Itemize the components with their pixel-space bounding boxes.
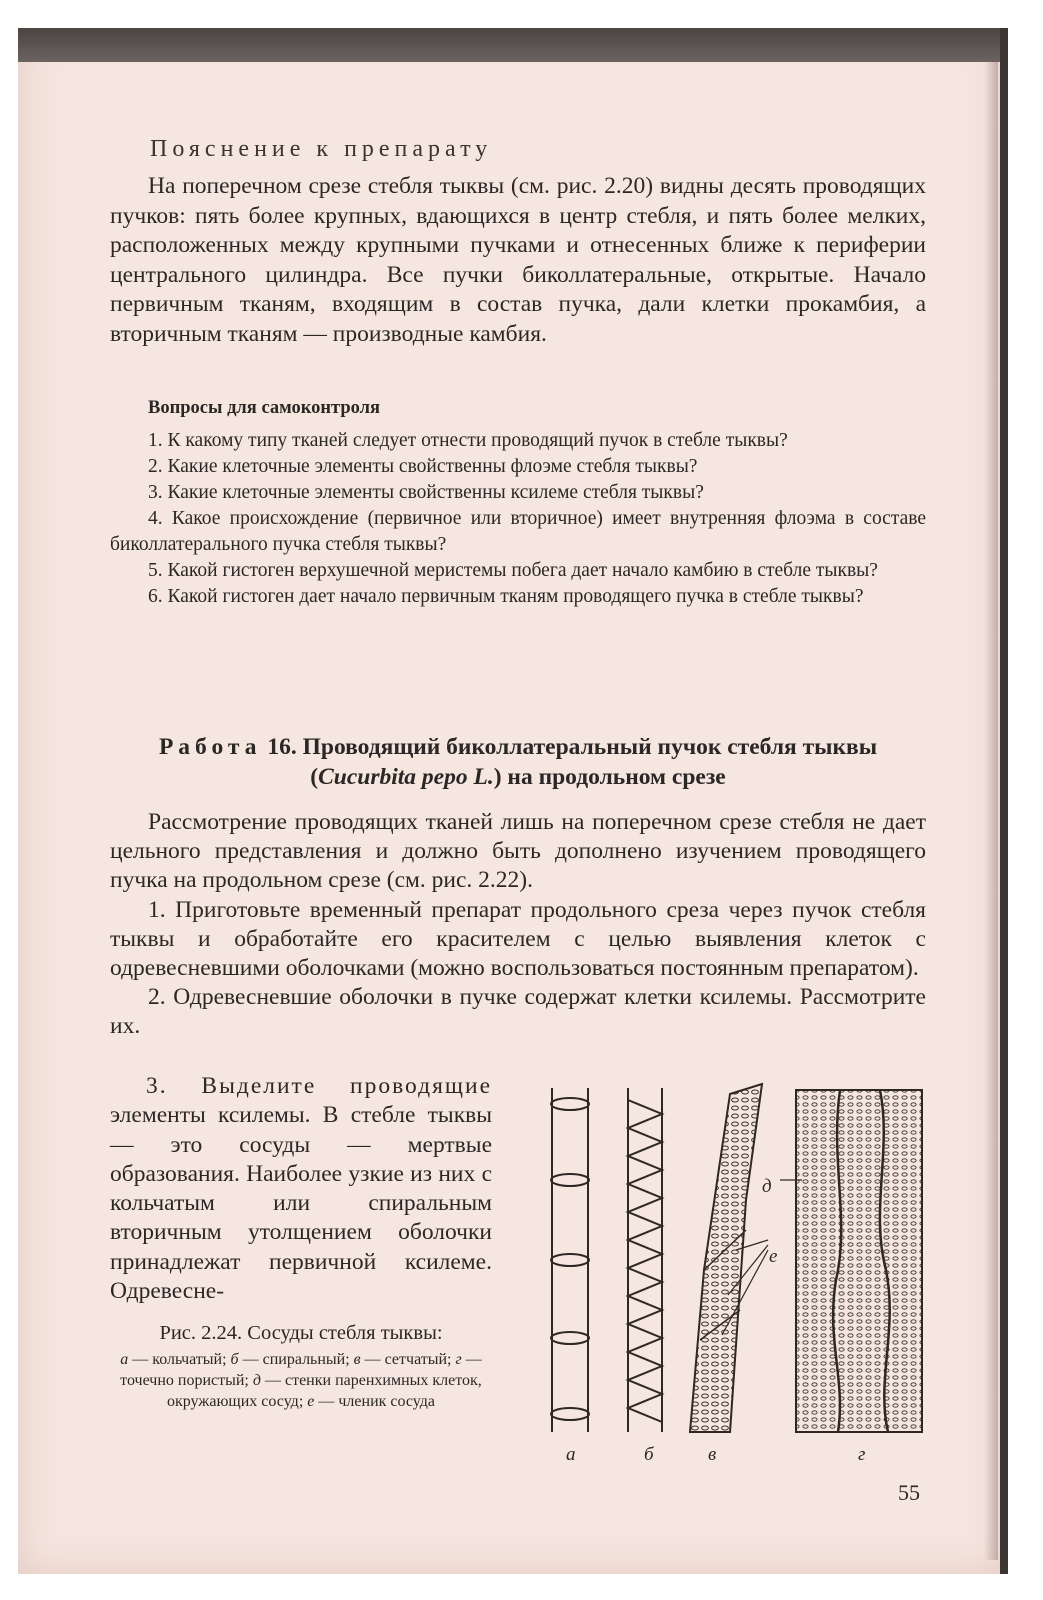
work-number-title: 16. Проводящий биколлатеральный пучок стебля тыквы xyxy=(267,734,878,760)
question-item: 1. К какому типу тканей следует отнести проводящий пучок в стебле тыквы? xyxy=(148,430,788,451)
label-e: е xyxy=(769,1246,778,1267)
label-v: в xyxy=(708,1444,717,1465)
step3-lead: 3. Выделите проводящие xyxy=(146,1073,492,1099)
spiral-vessel xyxy=(628,1088,662,1432)
label-b: б xyxy=(644,1444,654,1465)
caption-text: — стенки паренхимных клеток, окружающих сосуд; xyxy=(166,1372,482,1410)
reticulate-vessel xyxy=(690,1084,762,1432)
figure-caption xyxy=(112,1322,490,1412)
vessels-illustration xyxy=(540,1080,940,1440)
caption-letter: а xyxy=(120,1351,129,1368)
book-spine-edge xyxy=(1000,28,1008,1574)
work-title: Работа 16. Проводящий биколлатеральный пучок стебля тыквы (Cucurbita pepo L.) на продольном срезе xyxy=(158,734,878,790)
caption-text: — спиральный; xyxy=(238,1351,354,1368)
caption-text: — членик сосуда xyxy=(314,1393,436,1410)
work-intro: Рассмотрение проводящих тканей лишь на поперечном срезе стебля не дает цельного представления и должно быть дополнено изучением проводящего пучка на продольном срезе (см. рис. 2.22). xyxy=(110,809,926,894)
work-step-2: 2. Одревесневшие оболочки в пучке содержат клетки ксилемы. Рассмотрите их. xyxy=(110,984,926,1040)
caption-body xyxy=(112,1349,490,1412)
pitted-vessel xyxy=(796,1090,922,1432)
question-item: 3. Какие клеточные элементы свойственны ксилеме стебля тыквы? xyxy=(148,482,704,503)
caption-letter: в xyxy=(353,1351,361,1368)
annular-vessel xyxy=(551,1088,589,1432)
question-item: 4. Какое происхождение (первичное или вторичное) имеет внутренняя флоэма в составе биколлатерального пучка стебля тыквы? xyxy=(110,508,926,555)
explanation-paragraph: На поперечном срезе стебля тыквы (см. рис. 2.20) видны десять проводящих пучков: пять более крупных, вдающихся в центр стебля, и пять более мелких, расположенных между крупными пучками и отнесенных ближе к периферии центрального цилиндра. Все пучки биколлатеральные, открытые. Начало первичным тканям, входящим в состав пучка, дали клетки прокамбия, а вторичным тканям — производные камбия. xyxy=(110,173,926,347)
question-item: 6. Какой гистоген дает начало первичным тканям проводящего пучка в стебле тыквы? xyxy=(148,586,864,607)
latin-name: Cucurbita pepo L. xyxy=(318,764,494,790)
label-g: г xyxy=(858,1444,866,1465)
label-d: д xyxy=(762,1176,772,1197)
label-a: а xyxy=(566,1444,576,1465)
questions-heading: Вопросы для самоконтроля xyxy=(148,398,381,418)
caption-letter: г xyxy=(455,1351,462,1368)
caption-text: — кольчатый; xyxy=(128,1351,231,1368)
work-step-3 xyxy=(110,1072,492,1306)
caption-letter: б xyxy=(230,1351,239,1368)
caption-letter: д xyxy=(252,1372,261,1389)
work-step-1: 1. Приготовьте временный препарат продольного среза через пучок стебля тыквы и обработайте его красителем с целью выявления клеток с одревесневшими оболочками (можно воспользоваться постоянным препаратом). xyxy=(110,896,926,982)
question-item: 5. Какой гистоген верхушечной меристемы побега дает начало камбию в стебле тыквы? xyxy=(148,560,878,581)
caption-text: — точечно пористый; xyxy=(120,1351,482,1389)
caption-letter: е xyxy=(307,1393,315,1410)
step3-rest: элементы ксилемы. В стебле тыквы — это сосуды — мертвые образования. Наиболее узкие из них с кольчатым или спиральным вторичным утолщением оболочки принадлежат первичной ксилеме. Одревесне- xyxy=(110,1102,492,1305)
page-gutter-shadow xyxy=(984,60,998,1560)
page-number: 55 xyxy=(898,1480,920,1505)
section-title: Пояснение к препарату xyxy=(150,136,493,162)
work-title-end: на продольном срезе xyxy=(507,764,726,790)
caption-title: Рис. 2.24. Сосуды стебля тыквы: xyxy=(159,1322,443,1344)
caption-text: — сетчатый; xyxy=(360,1351,456,1368)
questions-list xyxy=(110,428,926,610)
scan-top-band xyxy=(18,28,1004,62)
work-label: Работа xyxy=(158,734,262,760)
work-body xyxy=(110,808,926,1042)
question-item: 2. Какие клеточные элементы свойственны флоэме стебля тыквы? xyxy=(148,456,698,477)
